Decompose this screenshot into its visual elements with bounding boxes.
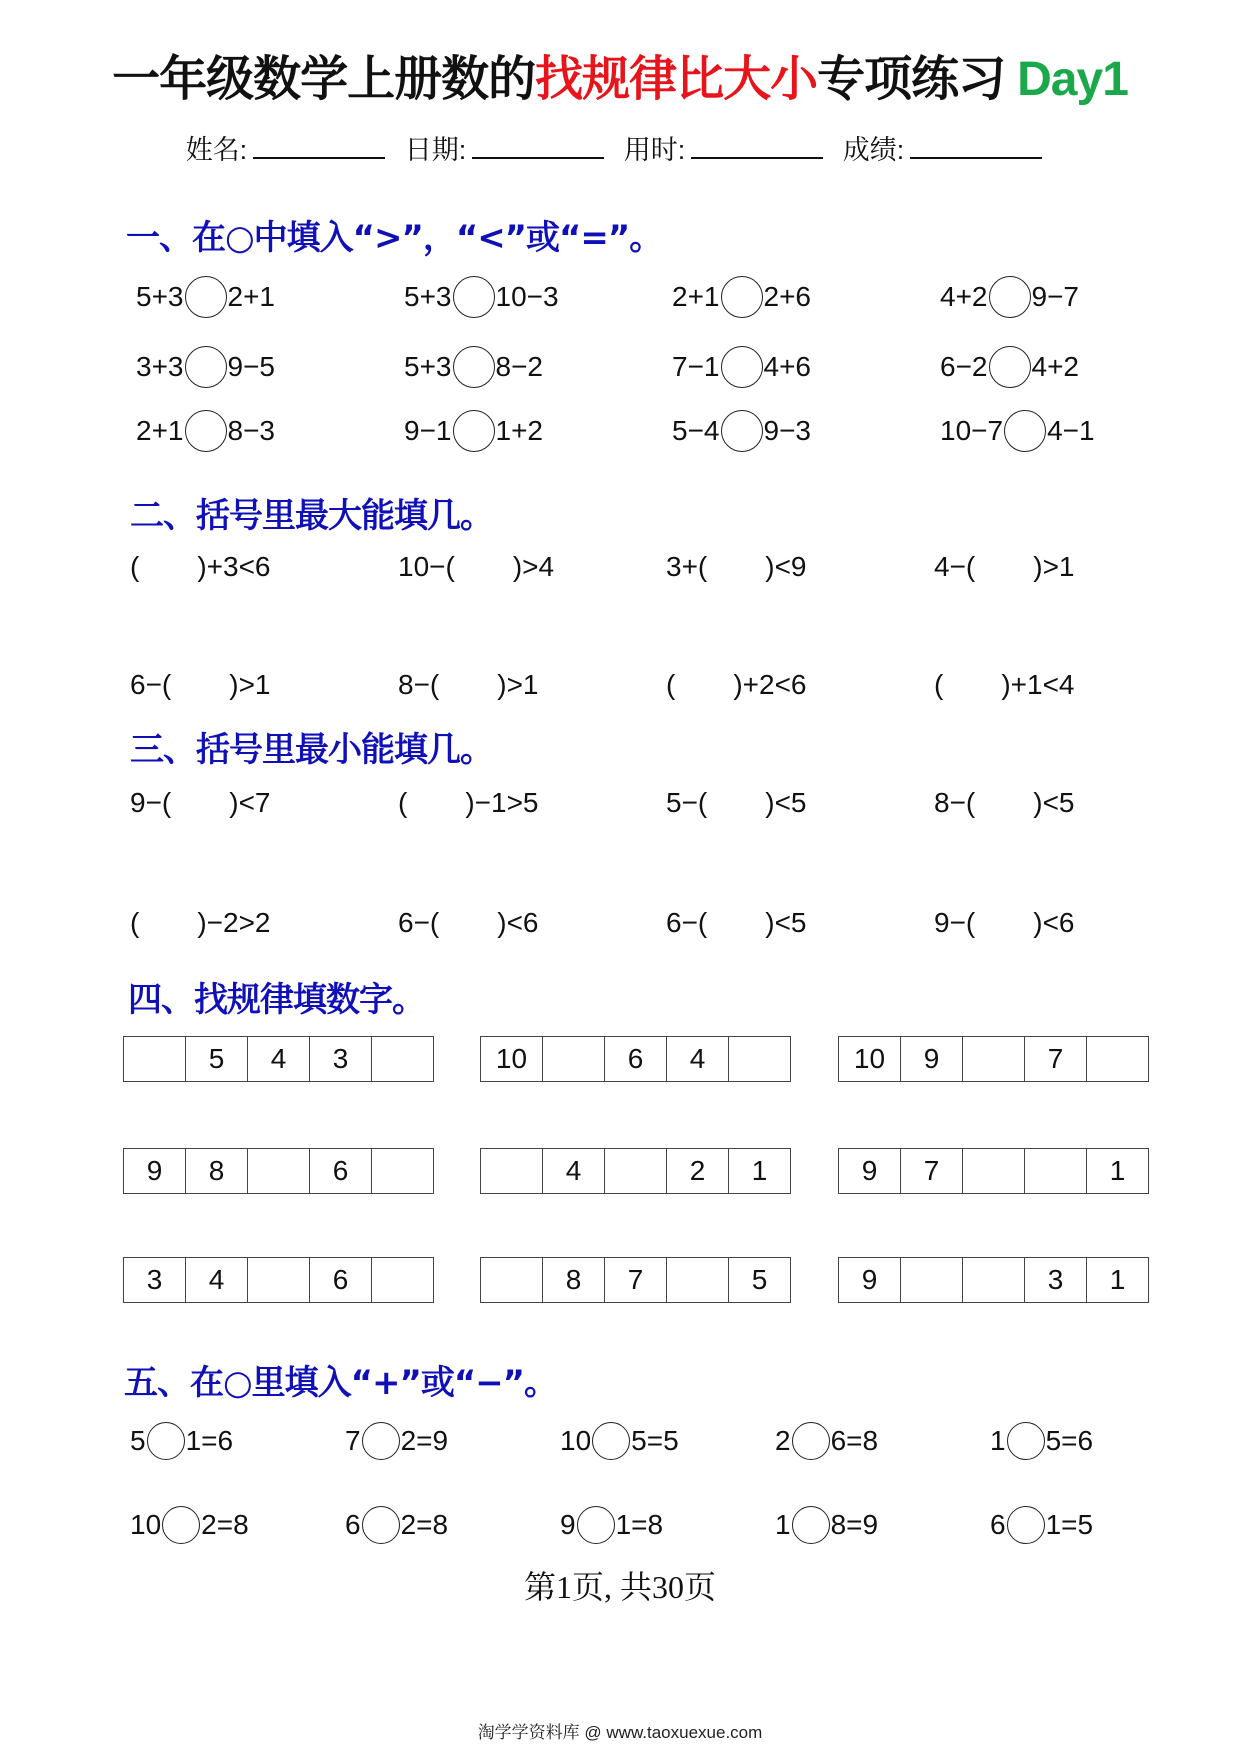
left-expression: 5+3	[404, 281, 452, 312]
number-cell: 10	[481, 1037, 543, 1081]
expression-start: (	[130, 551, 140, 582]
number-sequence	[480, 1036, 791, 1082]
expression-end: )<6	[1033, 907, 1075, 938]
first-number: 10	[560, 1425, 592, 1456]
equation-rest: 2=8	[201, 1509, 249, 1540]
number-cell: 8	[186, 1149, 248, 1193]
bracket-item	[666, 778, 807, 828]
expression-end: )−2>2	[197, 907, 271, 938]
right-expression: 1+2	[495, 415, 543, 446]
bracket-item	[666, 898, 807, 948]
bracket-item	[130, 778, 271, 828]
expression-end: )>1	[1033, 551, 1075, 582]
time-field[interactable]	[691, 133, 823, 159]
number-cell: 1	[729, 1149, 791, 1193]
operator-circle[interactable]	[592, 1422, 630, 1460]
number-cell: 4	[667, 1037, 729, 1081]
number-cell: 7	[1025, 1037, 1087, 1081]
left-expression: 2+1	[136, 415, 184, 446]
operator-circle[interactable]	[792, 1506, 830, 1544]
bracket-item	[398, 898, 539, 948]
section-5-heading: 五、在○里填入“+”或“−”。	[124, 1363, 558, 1403]
right-expression: 10−3	[495, 281, 559, 312]
right-expression: 4+2	[1031, 351, 1079, 382]
number-cell: 6	[310, 1258, 372, 1302]
first-number: 1	[775, 1509, 791, 1540]
operator-item	[130, 1500, 249, 1550]
expression-end: )>4	[512, 551, 555, 582]
number-sequence	[838, 1036, 1149, 1082]
compare-item	[136, 342, 275, 392]
number-cell: 9	[901, 1037, 963, 1081]
compare-item	[672, 272, 811, 322]
left-expression: 7−1	[672, 351, 720, 382]
number-sequence	[838, 1148, 1149, 1194]
blank-cell[interactable]	[248, 1149, 310, 1193]
number-cell: 3	[124, 1258, 186, 1302]
number-cell: 5	[186, 1037, 248, 1081]
expression-start: (	[934, 669, 944, 700]
operator-item	[560, 1500, 663, 1550]
first-number: 9	[560, 1509, 576, 1540]
right-expression: 4+6	[763, 351, 811, 382]
number-cell: 2	[667, 1149, 729, 1193]
number-cell: 10	[839, 1037, 901, 1081]
number-cell: 9	[124, 1149, 186, 1193]
operator-item	[990, 1500, 1093, 1550]
expression-end: )−1>5	[465, 787, 539, 818]
bracket-item	[130, 660, 271, 710]
number-sequence	[838, 1257, 1149, 1303]
bracket-item	[666, 660, 807, 710]
answer-circle[interactable]	[453, 346, 495, 388]
right-expression: 9−5	[227, 351, 275, 382]
operator-item	[130, 1416, 233, 1466]
compare-item	[940, 406, 1095, 456]
expression-start: (	[398, 787, 408, 818]
compare-item	[404, 342, 543, 392]
answer-circle[interactable]	[721, 410, 763, 452]
answer-circle[interactable]	[453, 410, 495, 452]
bracket-item	[130, 542, 271, 592]
equation-rest: 2=8	[400, 1509, 449, 1540]
blank-cell[interactable]	[605, 1149, 667, 1193]
bracket-item	[934, 898, 1075, 948]
compare-item	[404, 406, 543, 456]
answer-circle[interactable]	[1004, 410, 1046, 452]
operator-circle[interactable]	[147, 1422, 185, 1460]
blank-cell[interactable]	[372, 1149, 434, 1193]
expression-start: 8−(	[398, 669, 440, 700]
bracket-item	[398, 542, 554, 592]
equation-rest: 1=6	[185, 1425, 234, 1456]
answer-circle[interactable]	[453, 276, 495, 318]
number-cell: 9	[839, 1149, 901, 1193]
number-cell: 4	[543, 1149, 605, 1193]
expression-end: )<5	[765, 787, 807, 818]
expression-start: 9−(	[130, 787, 172, 818]
name-label: 姓名:	[185, 135, 248, 165]
expression-end: )>1	[497, 669, 539, 700]
section-2-heading: 二、括号里最大能填几。	[130, 496, 493, 536]
compare-item	[940, 342, 1079, 392]
left-expression: 3+3	[136, 351, 184, 382]
left-expression: 6−2	[940, 351, 988, 382]
expression-start: (	[666, 669, 676, 700]
first-number: 2	[775, 1425, 791, 1456]
score-label: 成绩:	[842, 135, 905, 165]
operator-circle[interactable]	[577, 1506, 615, 1544]
equation-rest: 6=8	[830, 1425, 879, 1456]
operator-circle[interactable]	[792, 1422, 830, 1460]
first-number: 7	[345, 1425, 361, 1456]
right-expression: 8−2	[495, 351, 543, 382]
expression-start: 4−(	[934, 551, 976, 582]
blank-cell[interactable]	[543, 1037, 605, 1081]
number-sequence	[480, 1148, 791, 1194]
right-expression: 4−1	[1047, 415, 1095, 446]
operator-circle[interactable]	[162, 1506, 200, 1544]
answer-circle[interactable]	[185, 276, 227, 318]
number-sequence	[123, 1036, 434, 1082]
answer-circle[interactable]	[989, 276, 1031, 318]
bracket-item	[398, 778, 539, 828]
watermark: 淘学学资料库 @ www.taoxuexue.com	[477, 1723, 763, 1742]
expression-start: 6−(	[398, 907, 440, 938]
bracket-item	[398, 660, 539, 710]
left-expression: 9−1	[404, 415, 452, 446]
operator-item	[990, 1416, 1093, 1466]
left-expression: 5−4	[672, 415, 720, 446]
number-cell: 5	[729, 1258, 791, 1302]
left-expression: 5+3	[136, 281, 184, 312]
equation-rest: 8=9	[830, 1509, 879, 1540]
title-part1: 一年级数学上册数的	[112, 51, 536, 107]
number-cell: 1	[1087, 1149, 1149, 1193]
blank-cell[interactable]	[248, 1258, 310, 1302]
number-cell: 4	[186, 1258, 248, 1302]
compare-item	[672, 342, 811, 392]
number-cell: 3	[1025, 1258, 1087, 1302]
number-cell: 6	[310, 1149, 372, 1193]
operator-circle[interactable]	[362, 1506, 400, 1544]
number-sequence	[480, 1257, 791, 1303]
operator-item	[345, 1500, 448, 1550]
bracket-item	[666, 542, 807, 592]
section-3-heading: 三、括号里最小能填几。	[130, 730, 493, 770]
blank-cell[interactable]	[667, 1258, 729, 1302]
section-1-heading: 一、在○中填入“>”，“<”或“=”。	[126, 218, 663, 258]
number-sequence	[123, 1257, 434, 1303]
bracket-item	[934, 778, 1075, 828]
expression-start: 9−(	[934, 907, 976, 938]
number-cell: 9	[839, 1258, 901, 1302]
blank-cell[interactable]	[1087, 1037, 1149, 1081]
number-cell: 8	[543, 1258, 605, 1302]
left-expression: 10−7	[940, 415, 1004, 446]
right-expression: 2+6	[763, 281, 811, 312]
first-number: 6	[990, 1509, 1006, 1540]
expression-end: )+3<6	[197, 551, 271, 582]
blank-cell[interactable]	[901, 1258, 963, 1302]
compare-item	[136, 272, 275, 322]
number-cell: 1	[1087, 1258, 1149, 1302]
compare-item	[940, 272, 1079, 322]
expression-end: )>1	[229, 669, 271, 700]
equation-rest: 5=5	[631, 1425, 679, 1456]
worksheet-title	[0, 40, 1240, 109]
expression-end: )<5	[765, 907, 807, 938]
number-cell: 3	[310, 1037, 372, 1081]
operator-item	[560, 1416, 679, 1466]
answer-circle[interactable]	[185, 410, 227, 452]
title-highlight: 找规律比大小	[535, 51, 818, 107]
blank-cell[interactable]	[963, 1037, 1025, 1081]
equation-rest: 1=8	[615, 1509, 664, 1540]
operator-item	[775, 1500, 878, 1550]
title-part3: 专项练习	[817, 51, 1006, 107]
title-day-tag: Day1	[1017, 53, 1128, 106]
right-expression: 9−7	[1031, 281, 1079, 312]
blank-cell[interactable]	[481, 1258, 543, 1302]
left-expression: 4+2	[940, 281, 988, 312]
number-cell: 4	[248, 1037, 310, 1081]
date-label: 日期:	[404, 135, 467, 165]
expression-end: )<6	[497, 907, 539, 938]
bracket-item	[130, 898, 271, 948]
right-expression: 2+1	[227, 281, 275, 312]
answer-circle[interactable]	[721, 346, 763, 388]
expression-end: )<5	[1033, 787, 1075, 818]
compare-item	[404, 272, 559, 322]
expression-start: 3+(	[666, 551, 708, 582]
answer-circle[interactable]	[989, 346, 1031, 388]
expression-start: (	[130, 907, 140, 938]
equation-rest: 5=6	[1045, 1425, 1094, 1456]
first-number: 6	[345, 1509, 361, 1540]
equation-rest: 2=9	[400, 1425, 449, 1456]
answer-circle[interactable]	[721, 276, 763, 318]
blank-cell[interactable]	[729, 1037, 791, 1081]
blank-cell[interactable]	[1025, 1149, 1087, 1193]
right-expression: 9−3	[763, 415, 811, 446]
left-expression: 5+3	[404, 351, 452, 382]
operator-item	[775, 1416, 878, 1466]
compare-item	[672, 406, 811, 456]
blank-cell[interactable]	[963, 1258, 1025, 1302]
first-number: 5	[130, 1425, 146, 1456]
left-expression: 2+1	[672, 281, 720, 312]
blank-cell[interactable]	[372, 1258, 434, 1302]
number-cell: 6	[605, 1037, 667, 1081]
student-info-line	[0, 128, 1240, 167]
page-number: 第1页, 共30页	[523, 1569, 716, 1605]
score-field[interactable]	[910, 133, 1042, 159]
blank-cell[interactable]	[372, 1037, 434, 1081]
expression-start: 6−(	[666, 907, 708, 938]
expression-end: )<9	[765, 551, 807, 582]
expression-start: 5−(	[666, 787, 708, 818]
expression-start: 8−(	[934, 787, 976, 818]
first-number: 1	[990, 1425, 1006, 1456]
blank-cell[interactable]	[481, 1149, 543, 1193]
operator-circle[interactable]	[362, 1422, 400, 1460]
name-field[interactable]	[253, 133, 385, 159]
expression-end: )+1<4	[1001, 669, 1075, 700]
number-cell: 7	[901, 1149, 963, 1193]
date-field[interactable]	[472, 133, 604, 159]
operator-circle[interactable]	[1007, 1506, 1045, 1544]
expression-end: )<7	[229, 787, 271, 818]
bracket-item	[934, 660, 1075, 710]
expression-start: 10−(	[398, 551, 455, 582]
operator-item	[345, 1416, 448, 1466]
first-number: 10	[130, 1509, 162, 1540]
expression-end: )+2<6	[733, 669, 807, 700]
blank-cell[interactable]	[124, 1037, 186, 1081]
number-cell: 7	[605, 1258, 667, 1302]
blank-cell[interactable]	[963, 1149, 1025, 1193]
expression-start: 6−(	[130, 669, 172, 700]
equation-rest: 1=5	[1045, 1509, 1094, 1540]
bracket-item	[934, 542, 1075, 592]
right-expression: 8−3	[227, 415, 275, 446]
number-sequence	[123, 1148, 434, 1194]
time-label: 用时:	[623, 135, 686, 165]
operator-circle[interactable]	[1007, 1422, 1045, 1460]
section-4-heading: 四、找规律填数字。	[128, 980, 425, 1020]
compare-item	[136, 406, 275, 456]
answer-circle[interactable]	[185, 346, 227, 388]
